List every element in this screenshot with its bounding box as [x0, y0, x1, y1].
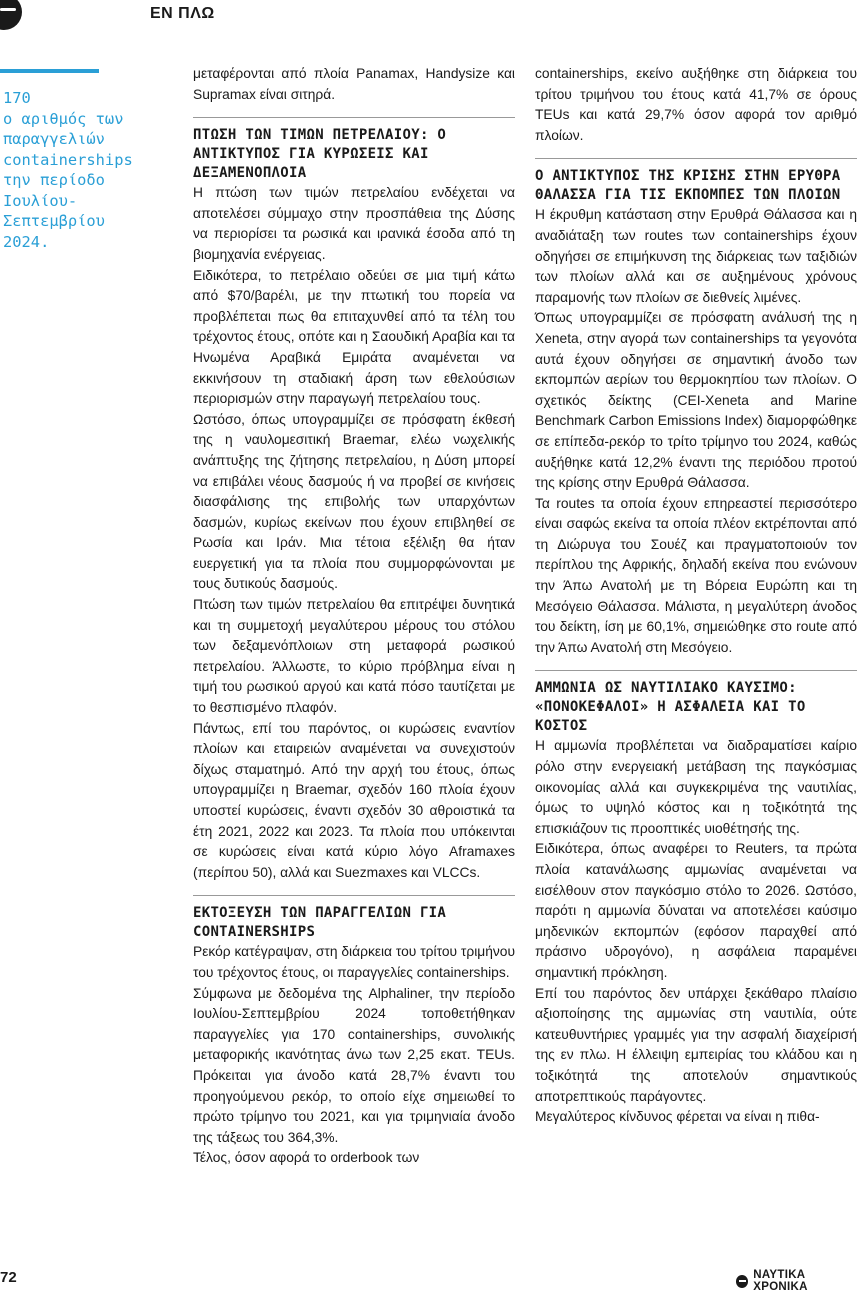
paragraph: Πτώση των τιμών πετρελαίου θα επιτρέψει δυνητικά και τη συμμετοχή μεγαλύτερου μέρους του στόλου των δεξαμενόπλοιων στη μεταφορά ρωσικού πετρελαίου. Άλλωστε, το κύριο πρόβλημα είναι η τιμή του ρωσικού αργού και κατά πόσο ταυτίζεται με το θεσπισμένο πλαφόν. — [193, 597, 515, 716]
paragraph: Η έκρυθμη κατάσταση στην Ερυθρά Θάλασσα και η αναδιάταξη των routes των containerships έχουν οδηγήσει σε επιμήκυνση της διάρκειας των ταξιδιών των πλοίων αλλά και σε αυξημένους χρόνους παραμονής των πλοίων σε διεθνείς λιμένες. — [535, 207, 857, 305]
paragraph: Ειδικότερα, όπως αναφέρει το Reuters, τα πρώτα πλοία κατανάλωσης αμμωνίας αναμένεται να εισέλθουν στον παγκόσμιο στόλο το 2026. Ωστόσο, παρότι η αμμωνία δύναται να αποτελέσει καύσιμο μηδενικών εκπομπών (εφόσον παραχθεί από πράσινο υδρογόνο), η ασφάλεια παραμένει σημαντική πρόκληση. — [535, 841, 857, 980]
article-column-2 — [535, 64, 857, 1128]
paragraph: Ωστόσο, όπως υπογραμμίζει σε πρόσφατη έκθεσή της η ναυλομεσιτική Braemar, ελέω νωχελικής ανάπτυξης της ζήτησης πετρελαίου, η Δύση μπορεί να επιβάλει νέους δασμούς ή να προβεί σε κινήσεις διασφάλισης της επιβολής των υπαρχόντων δασμών, κυρίως εκείνων που έχουν επιβληθεί σε Ρωσία και Ιράν. Μια τέτοια εξέλιξη θα ήταν ευεργετική για τα πλοία που συμμορφώνονται με τους δυτικούς δασμούς. — [193, 411, 515, 592]
paragraph: Πάντως, επί του παρόντος, οι κυρώσεις εναντίον πλοίων και εταιρειών αναμένεται να συνεχιστούν δίχως σταματημό. Από την αρχή του έτους, όπως υπογραμμίζει η Braemar, σχεδόν 160 πλοία έχουν υποστεί κυρώσεις, έναντι σχεδόν 30 αθροιστικά τα έτη 2021, 2022 και 2023. Τα πλοία που υπόκεινται σε κυρώσεις είναι κατά κύριο λόγο Aframaxes (περίπου 50), αλλά και Suezmaxes και VLCCs. — [193, 720, 515, 880]
divider — [193, 117, 515, 118]
paragraph: Όπως υπογραμμίζει σε πρόσφατη ανάλυσή της η Xeneta, στην αγορά των containerships τα γεγονότα αυτά έχουν οδηγήσει σε σημαντική άνοδο των εκπομπών αερίων του θερμοκηπίου των πλοίων. Ο σχετικός δείκτης (CEI-Xeneta and Marine Benchmark Carbon Emissions Index) διαμορφώθηκε σε επίπεδα-ρεκόρ το τρίτο τρίμηνο του 2024, καθώς αυξήθηκε κατά 12,2% έναντι της περιόδου προτού της κρίσης στην Ερυθρά Θάλασσα. — [535, 310, 857, 491]
paragraph: Η πτώση των τιμών πετρελαίου ενδέχεται να αποτελέσει σύμμαχο στην προσπάθεια της Δύσης να περιορίσει τα ρωσικά και ιρανικά έσοδα από τη βιομηχανία ενέργειας. — [193, 185, 515, 262]
page-number: 72 — [0, 1269, 17, 1286]
paragraph: Η αμμωνία προβλέπεται να διαδραματίσει καίριο ρόλο στην ενεργειακή μετάβαση της παγκόσμιας οικονομίας αλλά και συγκεκριμένα της ναυτιλίας, όμως το υψηλό κόστος και η τοξικότητά της επισκιάζουν τις προοπτικές υιοθέτησής της. — [535, 738, 857, 836]
paragraph: Ρεκόρ κατέγραψαν, στη διάρκεια του τρίτου τριμήνου του τρέχοντος έτους, οι παραγγελίες containerships. — [193, 944, 515, 980]
sidenote-rule — [0, 69, 99, 73]
paragraph: Επί του παρόντος δεν υπάρχει ξεκάθαρο πλαίσιο αξιοποίησης της αμμωνίας στη ναυτιλία, ούτε κατευθυντήριες γραμμές για την ασφαλή διαχείρισή της εν πλω. Η έλλειψη εμπειρίας του κλάδου και η τοξικότητά της αποτελούν σημαντικούς αποτρεπτικούς παράγοντες. — [535, 985, 857, 1104]
paragraph: containerships, εκείνο αυξήθηκε στη διάρκεια του τρίτου τριμήνου του έτους κατά 41,7% σε όρους TEUs και κατά 29,7% όσον αφορά τον αριθμό πλοίων. — [535, 66, 857, 143]
sidenote-stat: 170 ο αριθμός των παραγγελιών containerships την περίοδο Ιουλίου- Σεπτεμβρίου 2024. — [3, 89, 133, 251]
divider — [535, 158, 857, 159]
paragraph: Μεγαλύτερος κίνδυνος φέρεται να είναι η πιθα- — [535, 1109, 820, 1125]
paragraph: Τέλος, όσον αφορά το orderbook των — [193, 1150, 420, 1166]
divider — [535, 670, 857, 671]
paragraph: Τα routes τα οποία έχουν επηρεαστεί περισσότερο είναι σαφώς εκείνα τα οποία πλέον εκτρέπονται από τη Διώρυγα του Σουέζ και πραγματοποιούν τον περίπλου της Αφρικής, δηλαδή εκείνα που ενώνουν την Άπω Ανατολή με τη Βόρεια Ευρώπη και τη Μεσόγειο Θάλασσα. Μάλιστα, η μεγαλύτερη άνοδος του δείκτη, ίση με 60,1%, σημειώθηκε στο route από την Άπω Ανατολή στη Μεσόγειο. — [535, 495, 857, 655]
divider — [193, 895, 515, 896]
subheading-red-sea: Ο ΑΝΤΙΚΤΥΠΟΣ ΤΗΣ ΚΡΙΣΗΣ ΣΤΗΝ ΕΡΥΘΡΑ ΘΑΛΑΣΣΑ ΓΙΑ ΤΙΣ ΕΚΠΟΜΠΕΣ ΤΩΝ ΠΛΟΙΩΝ — [535, 168, 841, 204]
section-title: ΕΝ ΠΛΩ — [150, 5, 215, 22]
brand-logo-icon — [736, 1275, 748, 1288]
paragraph: μεταφέρονται από πλοία Panamax, Handysize και Supramax είναι σιτηρά. — [193, 66, 515, 102]
brand-name: ΝΑΥΤΙΚΑ ΧΡΟΝΙΚΑ — [753, 1269, 808, 1293]
brand-footer — [736, 1269, 857, 1293]
paragraph: Ειδικότερα, το πετρέλαιο οδεύει σε μια τιμή κάτω από $70/βαρέλι, με την πτωτική του πορεία να προβλέπεται πως θα επιταχυνθεί από τα τέλη του τρέχοντος έτους, οπότε και η Σαουδική Αραβία και τα Ηνωμένα Αραβικά Εμιράτα αναμένεται να εκκινήσουν τη σταδιακή άρση των εθελούσιων περιορισμών στην παραγωγή πετρελαίου τους. — [193, 267, 515, 407]
article-column-1 — [193, 64, 515, 1169]
subheading-containerships: ΕΚΤΟΞΕΥΣΗ ΤΩΝ ΠΑΡΑΓΓΕΛΙΩΝ ΓΙΑ CONTAINERSHIPS — [193, 905, 447, 941]
subheading-oil-prices: ΠΤΩΣΗ ΤΩΝ ΤΙΜΩΝ ΠΕΤΡΕΛΑΙΟΥ: Ο ΑΝΤΙΚΤΥΠΟΣ ΓΙΑ ΚΥΡΩΣΕΙΣ ΚΑΙ ΔΕΞΑΜΕΝΟΠΛΟΙΑ — [193, 127, 447, 182]
paragraph: Σύμφωνα με δεδομένα της Alphaliner, την περίοδο Ιουλίου-Σεπτεμβρίου 2024 τοποθετήθηκαν παραγγελίες για 170 containerships, συνολικής μεταφορικής ικανότητας άνω των 2,25 εκατ. TEUs. Πρόκειται για άνοδο κατά 28,7% έναντι του προηγούμενου ρεκόρ, το οποίο είχε σημειωθεί το πρώτο τρίμηνο του 2021, και για τριμηνιαία άνοδο της τάξεως του 364,3%. — [193, 985, 515, 1145]
section-logo-icon — [0, 0, 22, 30]
subheading-ammonia: ΑΜΜΩΝΙΑ ΩΣ ΝΑΥΤΙΛΙΑΚΟ ΚΑΥΣΙΜΟ: «ΠΟΝΟΚΕΦΑΛΟΙ» Η ΑΣΦΑΛΕΙΑ ΚΑΙ ΤΟ ΚΟΣΤΟΣ — [535, 680, 806, 735]
